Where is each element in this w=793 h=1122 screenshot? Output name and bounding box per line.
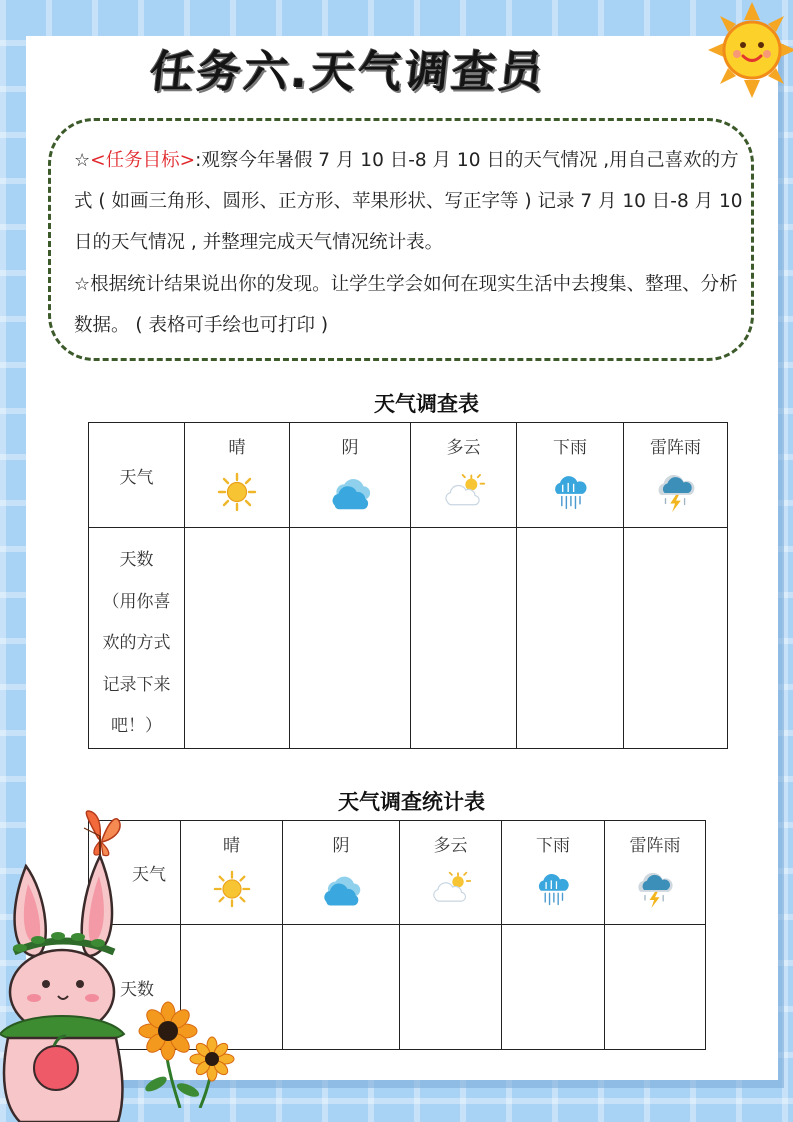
column-header-overcast: 阴 bbox=[283, 821, 400, 925]
days-label-cell bbox=[89, 528, 185, 749]
count-cell-thunderstorm[interactable] bbox=[605, 925, 706, 1050]
sunny-icon bbox=[217, 472, 257, 512]
survey-table-title: 天气调查表 bbox=[374, 391, 479, 416]
goal-text: :观察今年暑假 7 月 10 日-8 月 10 日的天气情况 ,用自己喜欢的方式 ( 如画三角形、圆形、正方形、苹果形状、写正字等 ) 记录 7 月 10 日-8 月 10 日的天气情况 , 并整理完成天气情况统计表。 bbox=[74, 150, 743, 253]
column-header-sunny: 晴 bbox=[181, 821, 283, 925]
weather-survey-table bbox=[88, 422, 728, 749]
column-header-thunderstorm: 雷阵雨 bbox=[624, 423, 728, 528]
record-cell-thunderstorm[interactable] bbox=[624, 528, 728, 749]
count-cell-rain[interactable] bbox=[502, 925, 605, 1050]
record-cell-sunny[interactable] bbox=[185, 528, 290, 749]
column-header-thunderstorm: 雷阵雨 bbox=[605, 821, 706, 925]
task-goal-paragraph bbox=[74, 140, 744, 263]
overcast-icon bbox=[319, 870, 363, 908]
smiling-sun-icon bbox=[706, 0, 793, 100]
column-header-cloudy: 多云 bbox=[400, 821, 502, 925]
column-header-sunny: 晴 bbox=[185, 423, 290, 528]
finding-text: 根据统计结果说出你的发现。让学生学会如何在现实生活中去搜集、整理、分析数据。 ( 表格可手绘也可打印 ) bbox=[74, 274, 738, 336]
table-row bbox=[89, 821, 706, 925]
column-header-rain: 下雨 bbox=[502, 821, 605, 925]
overcast-icon bbox=[327, 472, 373, 512]
rain-icon bbox=[550, 472, 590, 512]
page-title: 任务六.天气调查员 bbox=[147, 47, 549, 98]
table-row bbox=[89, 423, 728, 528]
bunny-illustration bbox=[0, 806, 150, 1122]
thunderstorm-icon bbox=[655, 472, 697, 514]
sunflower-icon bbox=[136, 998, 246, 1108]
record-cell-cloudy[interactable] bbox=[411, 528, 517, 749]
table-row bbox=[89, 528, 728, 749]
butterfly-icon bbox=[84, 811, 120, 858]
days-label: 天数 （用你喜 欢的方式 记录下来 吧！） bbox=[102, 550, 171, 736]
weather-row-label: 天气 bbox=[119, 467, 154, 488]
count-cell-overcast[interactable] bbox=[283, 925, 400, 1050]
thunderstorm-icon bbox=[635, 870, 675, 910]
stats-table-title: 天气调查统计表 bbox=[338, 789, 485, 814]
rain-icon bbox=[534, 870, 572, 908]
record-cell-rain[interactable] bbox=[517, 528, 624, 749]
goal-label: <任务目标> bbox=[90, 150, 196, 171]
record-cell-overcast[interactable] bbox=[290, 528, 411, 749]
cloudy-icon bbox=[430, 870, 472, 906]
row-header-cell bbox=[89, 423, 185, 528]
column-header-rain: 下雨 bbox=[517, 423, 624, 528]
star-icon: ☆ bbox=[74, 150, 91, 171]
count-cell-cloudy[interactable] bbox=[400, 925, 502, 1050]
column-header-cloudy: 多云 bbox=[411, 423, 517, 528]
days-label: 天数 bbox=[120, 979, 154, 1000]
column-header-overcast: 阴 bbox=[290, 423, 411, 528]
sunny-icon bbox=[213, 870, 251, 908]
task-finding-paragraph bbox=[74, 264, 744, 346]
cloudy-icon bbox=[442, 472, 486, 510]
weather-row-label: 天气 bbox=[132, 865, 166, 885]
star-icon: ☆ bbox=[74, 274, 91, 295]
